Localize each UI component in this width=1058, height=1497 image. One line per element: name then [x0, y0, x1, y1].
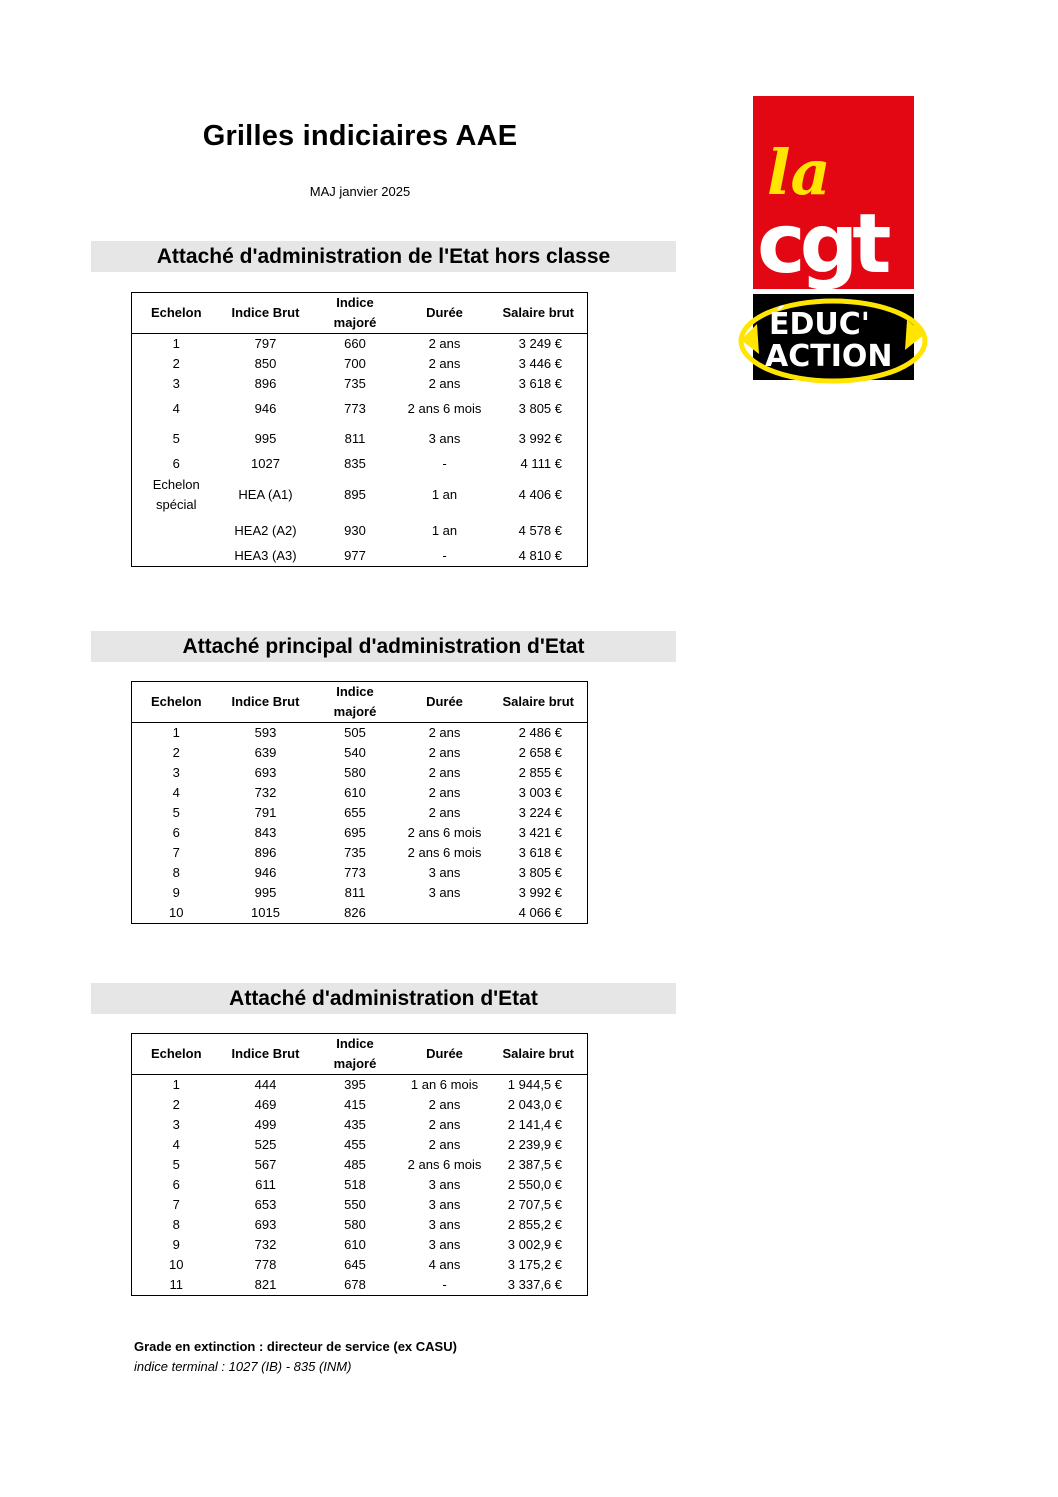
col-salaire: Salaire brut [490, 1034, 588, 1075]
indice-majore-cell: 415 [344, 1097, 366, 1112]
echelon-cell: 5 [172, 805, 180, 820]
echelon-cell: 4 [172, 785, 180, 800]
indice-majore-cell: 580 [344, 765, 366, 780]
duree-cell: 2 ans [428, 785, 461, 800]
section-title-attache: Attaché d'administration d'Etat [91, 983, 676, 1014]
col-indice-majore-l1: Indice [336, 684, 374, 699]
indice-majore-cell: 580 [344, 1217, 366, 1232]
table-row [132, 1275, 588, 1296]
table-row [132, 424, 588, 454]
indice-majore-cell: 811 [344, 431, 366, 446]
indice-brut-cell: 593 [254, 725, 277, 740]
table-row [132, 1095, 588, 1115]
col-indice-majore [311, 293, 400, 334]
col-duree: Durée [400, 682, 490, 723]
indice-majore-cell: 550 [344, 1197, 366, 1212]
salaire-cell: 3 002,9 € [507, 1237, 562, 1252]
table-row [132, 374, 588, 394]
indice-majore-cell: 826 [344, 905, 366, 920]
table-row [132, 1115, 588, 1135]
table-row [132, 1135, 588, 1155]
indice-majore-cell: 735 [344, 845, 366, 860]
table-row [132, 516, 588, 546]
table-row [132, 354, 588, 374]
indice-majore-cell: 735 [344, 376, 366, 391]
indice-brut-cell: 896 [254, 845, 277, 860]
indice-brut-cell: 693 [254, 765, 277, 780]
duree-cell: 2 ans [428, 1097, 461, 1112]
echelon-cell: 9 [172, 885, 180, 900]
table-row [132, 883, 588, 903]
echelon-cell: 5 [172, 431, 180, 446]
echelon-cell: 6 [172, 1177, 180, 1192]
salaire-cell: 2 855,2 € [507, 1217, 562, 1232]
col-indice-majore-l2: majoré [333, 1056, 377, 1071]
duree-cell: 3 ans [428, 885, 461, 900]
indice-brut-cell: 896 [254, 376, 277, 391]
salaire-cell: 2 239,9 € [507, 1137, 562, 1152]
salaire-cell: 4 111 € [520, 456, 562, 471]
col-indice-majore-l2: majoré [333, 704, 377, 719]
update-date: MAJ janvier 2025 [309, 184, 411, 199]
table-row [132, 454, 588, 474]
indice-majore-cell: 895 [344, 487, 366, 502]
col-indice-brut: Indice Brut [221, 293, 311, 334]
logo-la-text: la [767, 136, 831, 209]
page-title: Grilles indiciaires AAE [202, 120, 518, 152]
salaire-cell: 2 387,5 € [507, 1157, 562, 1172]
indice-brut-cell: 525 [254, 1137, 277, 1152]
table-row [132, 334, 588, 355]
col-echelon: Echelon [132, 1034, 221, 1075]
indice-brut-cell: HEA2 (A2) [234, 523, 297, 538]
indice-majore-cell: 773 [344, 865, 366, 880]
indice-brut-cell: 732 [254, 1237, 277, 1252]
echelon-cell: 2 [172, 745, 180, 760]
footer-note-indice-terminal: indice terminal : 1027 (IB) - 835 (INM) [134, 1359, 352, 1374]
echelon-cell: 3 [172, 765, 180, 780]
col-echelon: Echelon [132, 293, 221, 334]
col-indice-majore [311, 682, 400, 723]
salaire-cell: 3 249 € [518, 336, 562, 351]
echelon-cell: 11 [169, 1277, 183, 1292]
echelon-cell: 6 [172, 825, 180, 840]
duree-cell: 3 ans [428, 1177, 461, 1192]
salaire-cell: 2 043,0 € [507, 1097, 562, 1112]
duree-cell: 3 ans [428, 1197, 461, 1212]
col-indice-brut: Indice Brut [221, 682, 311, 723]
echelon-cell: 7 [172, 845, 180, 860]
indice-majore-cell: 395 [344, 1077, 366, 1092]
indice-majore-cell: 811 [344, 885, 366, 900]
indice-majore-cell: 485 [344, 1157, 366, 1172]
table-row [132, 783, 588, 803]
table-header-row [132, 293, 588, 334]
duree-cell: 2 ans [428, 725, 461, 740]
table-row [132, 743, 588, 763]
indice-majore-cell: 660 [344, 336, 366, 351]
echelon-cell: 5 [172, 1157, 180, 1172]
indice-brut-cell: 797 [254, 336, 277, 351]
table-row [132, 723, 588, 744]
table-row [132, 1075, 588, 1096]
indice-brut-cell: 821 [254, 1277, 277, 1292]
col-indice-majore-l1: Indice [336, 1036, 374, 1051]
table-row [132, 1155, 588, 1175]
echelon-cell: 2 [172, 1097, 180, 1112]
echelon-label-l1: Echelon [152, 477, 200, 492]
duree-cell: - [442, 456, 447, 471]
salaire-cell: 3 421 € [518, 825, 562, 840]
indice-brut-cell: 639 [254, 745, 277, 760]
footer-note-extinction: Grade en extinction : directeur de service (ex CASU) [134, 1339, 457, 1354]
duree-cell: 2 ans [428, 1117, 461, 1132]
duree-cell: 2 ans [428, 765, 461, 780]
echelon-cell: 1 [172, 336, 180, 351]
duree-cell: 2 ans 6 mois [407, 845, 482, 860]
duree-cell: 3 ans [428, 1217, 461, 1232]
indice-brut-cell: 499 [254, 1117, 277, 1132]
duree-cell: 1 an [431, 523, 458, 538]
salaire-cell: 3 618 € [518, 845, 562, 860]
table-row [132, 1235, 588, 1255]
col-indice-majore-l1: Indice [336, 295, 374, 310]
duree-cell [400, 903, 490, 924]
indice-brut-cell: 611 [255, 1177, 276, 1192]
indice-brut-cell: 995 [254, 885, 277, 900]
echelon-cell: 1 [172, 725, 180, 740]
salaire-cell: 4 578 € [518, 523, 562, 538]
echelon-cell [132, 474, 221, 516]
indice-majore-cell: 610 [344, 1237, 366, 1252]
table-row [132, 803, 588, 823]
cgt-educ-action-logo [737, 96, 929, 392]
col-indice-majore [311, 1034, 400, 1075]
indice-brut-cell: HEA (A1) [238, 487, 293, 502]
echelon-cell [132, 546, 221, 567]
indice-brut-cell: HEA3 (A3) [234, 548, 297, 563]
salaire-cell: 3 805 € [518, 865, 562, 880]
duree-cell: 3 ans [428, 1237, 461, 1252]
table-row [132, 823, 588, 843]
echelon-cell: 9 [172, 1237, 180, 1252]
col-indice-brut: Indice Brut [221, 1034, 311, 1075]
indice-majore-cell: 700 [344, 356, 366, 371]
indice-brut-cell: 732 [254, 785, 277, 800]
indice-brut-cell: 843 [254, 825, 277, 840]
indice-majore-cell: 773 [344, 401, 366, 416]
indice-brut-cell: 946 [254, 401, 277, 416]
indice-brut-cell: 693 [254, 1217, 277, 1232]
indice-majore-cell: 930 [344, 523, 366, 538]
table-row [132, 1175, 588, 1195]
salary-grid-hors-classe [131, 292, 588, 567]
salaire-cell: 1 944,5 € [507, 1077, 562, 1092]
duree-cell: 2 ans [428, 376, 461, 391]
indice-majore-cell: 610 [344, 785, 366, 800]
echelon-label-l2: spécial [156, 497, 197, 512]
duree-cell: - [442, 548, 447, 563]
indice-brut-cell: 1015 [251, 905, 280, 920]
section-title-hors-classe: Attaché d'administration de l'Etat hors classe [91, 241, 676, 272]
salaire-cell: 3 992 € [518, 431, 562, 446]
section-title-principal: Attaché principal d'administration d'Etat [91, 631, 676, 662]
table-row [132, 863, 588, 883]
echelon-cell: 3 [172, 1117, 180, 1132]
duree-cell: - [442, 1277, 447, 1292]
col-duree: Durée [400, 293, 490, 334]
echelon-cell: 7 [172, 1197, 180, 1212]
echelon-cell: 6 [172, 456, 180, 471]
salaire-cell: 3 992 € [518, 885, 562, 900]
indice-majore-cell: 518 [344, 1177, 366, 1192]
duree-cell: 2 ans [428, 745, 461, 760]
col-salaire: Salaire brut [490, 293, 588, 334]
table-row [132, 1255, 588, 1275]
salary-grid-attache [131, 1033, 588, 1296]
col-echelon: Echelon [132, 682, 221, 723]
duree-cell: 2 ans 6 mois [407, 1157, 482, 1172]
indice-majore-cell: 695 [344, 825, 366, 840]
indice-majore-cell: 655 [344, 805, 366, 820]
indice-majore-cell: 977 [344, 548, 366, 563]
duree-cell: 3 ans [428, 865, 461, 880]
indice-brut-cell: 946 [254, 865, 277, 880]
col-duree: Durée [400, 1034, 490, 1075]
duree-cell: 1 an 6 mois [410, 1077, 479, 1092]
table-header-row [132, 682, 588, 723]
salaire-cell: 3 805 € [518, 401, 562, 416]
duree-cell: 4 ans [428, 1257, 461, 1272]
salaire-cell: 2 855 € [518, 765, 562, 780]
echelon-cell: 8 [172, 865, 180, 880]
indice-brut-cell: 653 [254, 1197, 277, 1212]
col-indice-majore-l2: majoré [333, 315, 377, 330]
indice-brut-cell: 469 [254, 1097, 277, 1112]
duree-cell: 2 ans [428, 805, 461, 820]
indice-brut-cell: 850 [254, 356, 277, 371]
duree-cell: 2 ans [428, 336, 461, 351]
salary-grid-principal [131, 681, 588, 924]
table-row [132, 843, 588, 863]
salaire-cell: 2 141,4 € [507, 1117, 562, 1132]
echelon-cell: 10 [169, 905, 184, 920]
indice-brut-cell: 567 [254, 1157, 277, 1172]
echelon-cell: 10 [169, 1257, 184, 1272]
salaire-cell: 3 337,6 € [507, 1277, 562, 1292]
salaire-cell: 4 066 € [518, 905, 562, 920]
salaire-cell: 4 810 € [518, 548, 562, 563]
salaire-cell: 2 486 € [518, 725, 562, 740]
indice-brut-cell: 995 [254, 431, 277, 446]
duree-cell: 2 ans [428, 1137, 461, 1152]
echelon-cell: 4 [172, 401, 180, 416]
duree-cell: 2 ans [428, 356, 461, 371]
table-row [132, 763, 588, 783]
indice-majore-cell: 540 [344, 745, 366, 760]
logo-educ-text: ÉDUC' [769, 307, 870, 342]
echelon-cell: 3 [172, 376, 180, 391]
indice-majore-cell: 455 [344, 1137, 366, 1152]
indice-majore-cell: 435 [344, 1117, 366, 1132]
indice-majore-cell: 835 [344, 456, 366, 471]
table-row [132, 1215, 588, 1235]
echelon-cell: 4 [172, 1137, 180, 1152]
salaire-cell: 2 707,5 € [507, 1197, 562, 1212]
indice-majore-cell: 505 [344, 725, 366, 740]
indice-brut-cell: 444 [254, 1077, 277, 1092]
duree-cell: 2 ans 6 mois [407, 401, 482, 416]
table-row [132, 474, 588, 516]
salaire-cell: 3 446 € [518, 356, 562, 371]
table-row [132, 394, 588, 424]
indice-majore-cell: 645 [344, 1257, 366, 1272]
indice-majore-cell: 678 [344, 1277, 366, 1292]
salaire-cell: 4 406 € [518, 487, 562, 502]
duree-cell: 3 ans [428, 431, 461, 446]
table-row [132, 1195, 588, 1215]
table-row [132, 546, 588, 567]
salaire-cell: 3 224 € [518, 805, 562, 820]
table-header-row [132, 1034, 588, 1075]
indice-brut-cell: 1027 [251, 456, 280, 471]
logo-icon [737, 96, 929, 392]
duree-cell: 2 ans 6 mois [407, 825, 482, 840]
echelon-cell: 8 [172, 1217, 180, 1232]
salaire-cell: 3 003 € [518, 785, 562, 800]
salaire-cell: 3 175,2 € [507, 1257, 562, 1272]
salaire-cell: 2 550,0 € [507, 1177, 562, 1192]
echelon-cell: 1 [172, 1077, 180, 1092]
salaire-cell: 2 658 € [518, 745, 562, 760]
echelon-cell [132, 516, 221, 546]
indice-brut-cell: 791 [254, 805, 277, 820]
table-row [132, 903, 588, 924]
logo-action-text: ACTION [765, 339, 893, 374]
echelon-cell: 2 [172, 356, 180, 371]
col-salaire: Salaire brut [490, 682, 588, 723]
duree-cell: 1 an [431, 487, 458, 502]
salaire-cell: 3 618 € [518, 376, 562, 391]
logo-cgt-text: cgt [757, 197, 886, 292]
indice-brut-cell: 778 [254, 1257, 277, 1272]
